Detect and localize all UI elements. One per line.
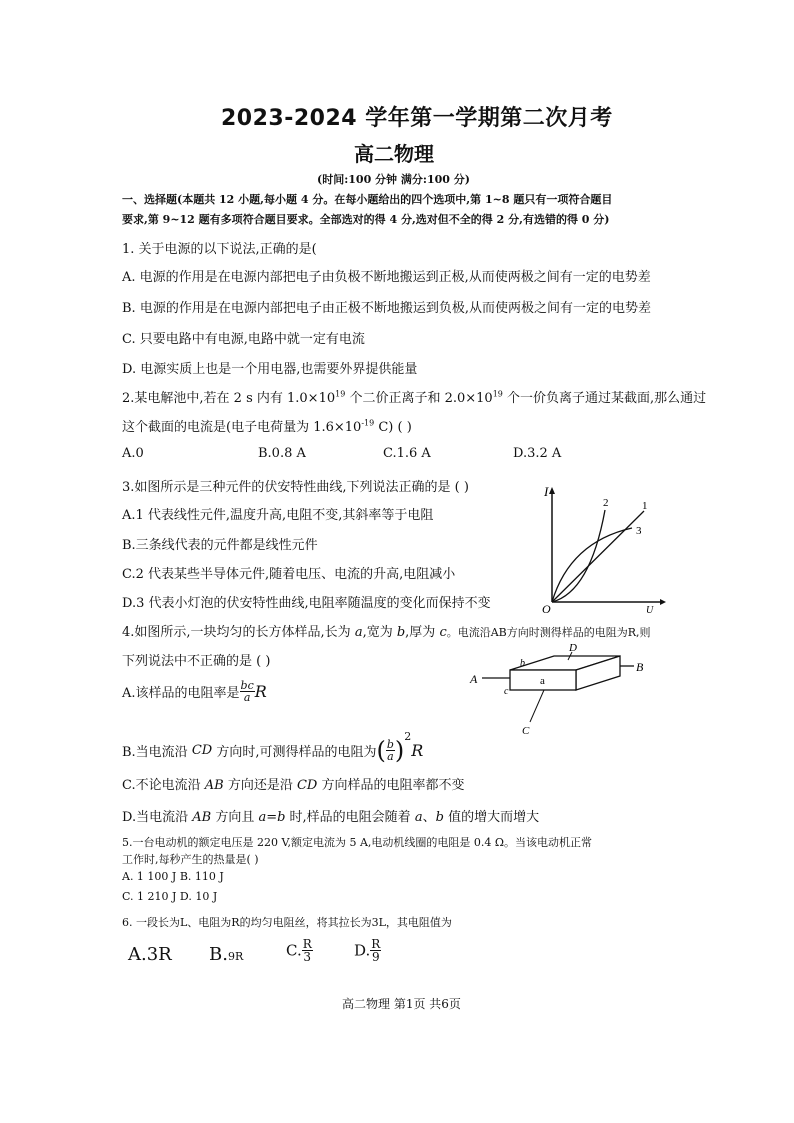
q1-option-d: D. 电源实质上也是一个用电器,也需要外界提供能量 — [122, 362, 418, 377]
q2-option-a: A.0 — [122, 446, 144, 461]
q1-stem: 1. 关于电源的以下说法,正确的是( — [122, 242, 317, 257]
q1-option-c: C. 只要电路中有电源,电路中就一定有电流 — [122, 332, 365, 347]
label-width-b: b — [520, 658, 525, 669]
q3-option-a: A.1 代表线性元件,温度升高,电阻不变,其斜率等于电阻 — [122, 508, 434, 523]
q4-stem-line2: 下列说法中不正确的是 ( ) — [122, 654, 271, 669]
exam-meta: (时间:100 分钟 满分:100 分) — [317, 173, 470, 186]
section-instruction-line2: 要求,第 9~12 题有多项符合题目要求。全部选对的得 4 分,选对但不全的得 2 分,有选错的得 0 分) — [122, 213, 610, 226]
q5-stem-line1: 5.一台电动机的额定电压是 220 V,额定电流为 5 A,电动机线圈的电阻是 0.4 Ω。当该电动机正常 — [122, 836, 593, 849]
q6-option-a: A.3R — [128, 944, 172, 965]
section-instruction-line1: 一、选择题(本题共 12 小题,每小题 4 分。在每小题给出的四个选项中,第 1~8 题只有一项符合题目 — [122, 193, 613, 206]
q2-option-b: B.0.8 A — [258, 446, 306, 461]
q3-option-b: B.三条线代表的元件都是线性元件 — [122, 538, 318, 553]
q5-options-cd: C. 1 210 J D. 10 J — [122, 890, 218, 903]
q2-option-c: C.1.6 A — [383, 446, 431, 461]
q1-option-a: A. 电源的作用是在电源内部把电子由负极不断地搬运到正极,从而使两极之间有一定的电势差 — [122, 270, 651, 285]
q6-option-d: D. $\frac{R}{9}$ — [354, 937, 381, 964]
q3-option-c: C.2 代表某些半导体元件,随着电压、电流的升高,电阻减小 — [122, 567, 456, 582]
origin-label: O — [542, 602, 551, 616]
exam-title: 2023-2024 学年第一学期第二次月考 — [221, 106, 613, 131]
q6-stem: 6. 一段长为L、电阻为R的均匀电阻丝，将其拉长为3L，其电阻值为 — [122, 916, 452, 929]
q5-stem-line2: 工作时,每秒产生的热量是( ) — [122, 853, 259, 866]
curve-1-line — [552, 511, 644, 602]
label-d-face: D — [569, 642, 577, 654]
q4-option-b: B.当电流沿 CD 方向时,可测得样品的电阻为( $\frac{b}{a}$ )$^2$R — [122, 730, 424, 765]
cuboid-sample-figure — [468, 640, 658, 740]
curve-2-label: 2 — [603, 497, 609, 509]
q5-options-ab: A. 1 100 J B. 110 J — [122, 870, 224, 883]
q2-stem-line2: 这个截面的电流是(电子电荷量为 $1.6\times 10^{-19}$ C) ( ) — [122, 418, 412, 435]
curve-3-label: 3 — [636, 525, 642, 537]
q4-stem-line1: 4.如图所示,一块均匀的长方体样品,长为 a,宽为 b,厚为 c。电流沿AB方向时测得样品的电阻为R,则 — [122, 625, 651, 640]
q2-stem-line1: 2.某电解池中,若在 2 s 内有 $1.0\times 10^{19}$ 个二价正离子和 $2.0\times 10^{19}$ 个一价负离子通过某截面,那么通过 — [122, 389, 707, 406]
r-over-3-fraction: $\frac{R}{3}$ — [302, 937, 312, 964]
page-footer: 高二物理 第1页 共6页 — [342, 997, 461, 1011]
r-over-9-fraction: $\frac{R}{9}$ — [371, 937, 381, 964]
subject-title: 高二物理 — [354, 142, 434, 166]
label-a-end: A — [470, 672, 478, 686]
q3-stem: 3.如图所示是三种元件的伏安特性曲线,下列说法正确的是 ( ) — [122, 480, 469, 495]
iv-characteristic-graph — [530, 482, 670, 616]
pointer-c — [530, 690, 544, 722]
label-length-a: a — [540, 675, 545, 687]
q1-option-b: B. 电源的作用是在电源内部把电子由正极不断地搬运到负极,从而使两极之间有一定的电势差 — [122, 301, 651, 316]
label-c-face: C — [522, 725, 530, 737]
q6-option-c: C. $\frac{R}{3}$ — [286, 937, 312, 964]
i-axis-arrow — [549, 487, 555, 494]
u-axis-label: U — [646, 605, 654, 616]
q4-option-d: D.当电流沿 AB 方向且 a=b 时,样品的电阻会随着 a、b 值的增大而增大 — [122, 810, 540, 825]
label-b-end: B — [636, 660, 644, 674]
label-thickness-c: c — [504, 686, 509, 697]
q2-option-d: D.3.2 A — [513, 446, 562, 461]
q4-option-a: A.该样品的电阻率是 $\frac{bc}{a}$ R — [122, 679, 267, 704]
resistivity-fraction: $\frac{bc}{a}$ — [240, 679, 254, 704]
curve-1-label: 1 — [642, 500, 648, 512]
ratio-fraction: $\frac{b}{a}$ — [386, 738, 394, 763]
i-axis-label: I — [544, 484, 549, 499]
u-axis-arrow — [660, 599, 666, 605]
q6-option-b: B.9R — [209, 944, 244, 965]
q3-option-d: D.3 代表小灯泡的伏安特性曲线,电阻率随温度的变化而保持不变 — [122, 596, 491, 611]
q4-option-c: C.不论电流沿 AB 方向还是沿 CD 方向样品的电阻率都不变 — [122, 778, 465, 793]
